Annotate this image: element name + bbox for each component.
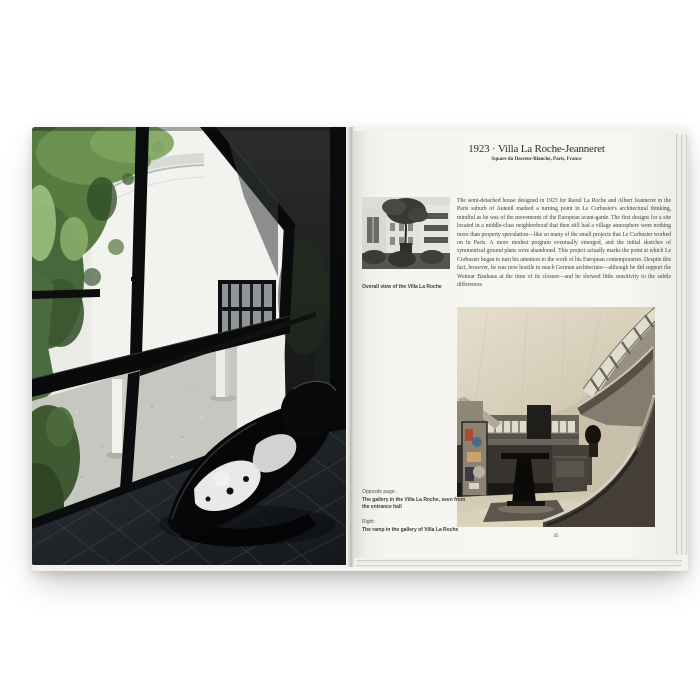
book-spread — [32, 127, 688, 571]
caption-right-label: Right: — [362, 519, 376, 525]
page-stack-bottom-edge — [356, 558, 682, 567]
villa-exterior-bw-photo — [362, 197, 450, 269]
chapter-subtitle: Square du Docteur-Blanche, Paris, France — [491, 157, 582, 162]
right-page — [354, 131, 674, 558]
gallery-photo — [457, 307, 655, 527]
body-text: The semi-detached house designed in 1923 for Raoul La Roche and Albert Jeanneret in the Paris suburb of Auteuil marked a turning point in Le Corbusier's architectural thinking, mindful as he was of the movements of the European avant-garde. The first designs for a site located in a middle-class neighborhood that then still had a village atmosphere were nothing more than property speculation—like so many of the small projects that Le Corbusier worked on in Paris. A more modest program eventually emerged, and the initial sketches of symmetrical ground plans were abandoned. This project actually marks the point at which Le Corbusier began to turn his attention to the work of his European contemporaries. Despite this fact, however, he was now hostile to much German architecture—although he did support the Weimar Bauhaus at the time of its closure—and he showed little sensitivity to the subtle differences — [457, 198, 671, 289]
caption-opposite-label: Opposite page: — [362, 489, 396, 495]
page-number: 45 — [553, 533, 559, 539]
caption-opposite-text: The gallery in the Villa La Roche, seen from the entrance hall — [362, 497, 466, 510]
book-gutter — [346, 127, 354, 567]
page-stack-right-edge — [674, 134, 688, 555]
cubist-painting — [462, 422, 487, 496]
caption-right-text: The ramp in the gallery of Villa La Roche — [362, 527, 459, 533]
caption-block — [362, 489, 466, 534]
chapter-heading — [414, 143, 659, 162]
left-page-photo — [32, 127, 346, 565]
ramp-gallery-photo — [457, 307, 655, 527]
chapter-title: 1923 · Villa La Roche-Jeanneret — [468, 143, 605, 155]
thumbnail-photo — [362, 197, 450, 269]
thumbnail-caption: Overall view of the Villa La Roche — [362, 284, 442, 290]
left-page — [32, 127, 346, 565]
